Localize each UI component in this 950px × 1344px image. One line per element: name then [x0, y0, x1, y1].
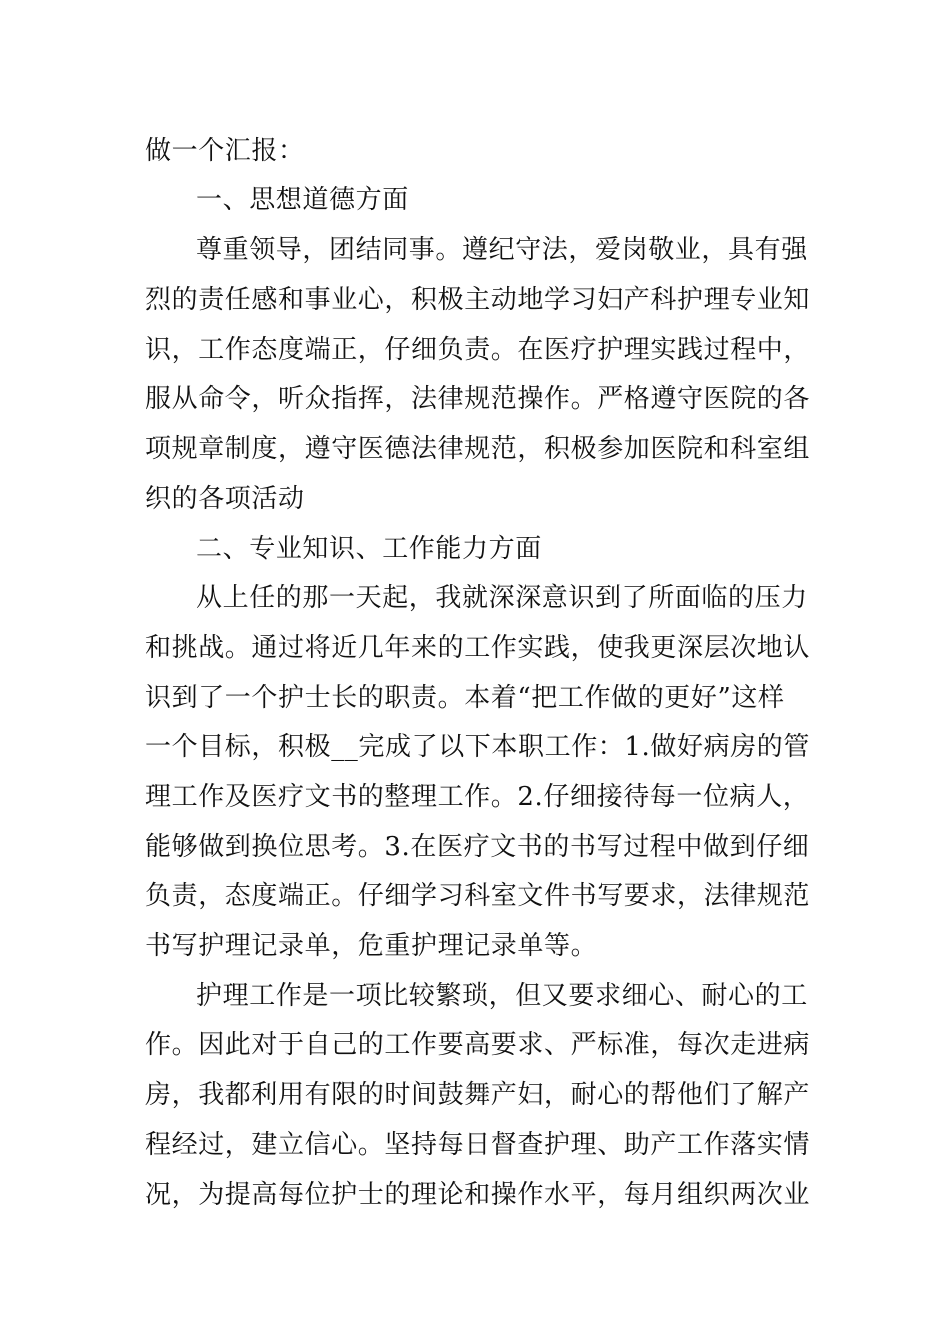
text-line: 识，工作态度端正，仔细负责。在医疗护理实践过程中，	[145, 335, 811, 365]
text-line: 作。因此对于自己的工作要高要求、严标准，每次走进病	[145, 1030, 811, 1060]
text-line: 能够做到换位思考。3.在医疗文书的书写过程中做到仔细	[145, 832, 810, 862]
text-line: 房，我都利用有限的时间鼓舞产妇，耐心的帮他们了解产	[145, 1080, 811, 1110]
text-line: 理工作及医疗文书的整理工作。2.仔细接待每一位病人，	[145, 782, 810, 812]
text-line: 护理工作是一项比较繁琐，但又要求细心、耐心的工	[196, 981, 808, 1011]
text-line: 尊重领导，团结同事。遵纪守法，爱岗敬业，具有强	[196, 235, 808, 265]
text-line: 项规章制度，遵守医德法律规范，积极参加医院和科室组	[145, 434, 811, 464]
section-heading: 一、思想道德方面	[196, 185, 409, 215]
text-line: 识到了一个护士长的职责。本着“把工作做的更好”这样	[145, 683, 785, 713]
text-line: 程经过，建立信心。坚持每日督查护理、助产工作落实情	[145, 1130, 811, 1160]
text-line: 织的各项活动	[145, 484, 305, 514]
text-line: 况，为提高每位护士的理论和操作水平，每月组织两次业	[145, 1180, 811, 1210]
text-line: 负责，态度端正。仔细学习科室文件书写要求，法律规范	[145, 881, 811, 911]
text-line: 做一个汇报：	[145, 136, 305, 166]
text-line: 烈的责任感和事业心，积极主动地学习妇产科护理专业知	[145, 285, 811, 315]
text-line: 服从命令，听众指挥，法律规范操作。严格遵守医院的各	[145, 384, 811, 414]
section-heading: 二、专业知识、工作能力方面	[196, 534, 542, 564]
text-line: 书写护理记录单，危重护理记录单等。	[145, 931, 598, 961]
text-line: 从上任的那一天起，我就深深意识到了所面临的压力	[196, 583, 808, 613]
text-line: 一个目标，积极__完成了以下本职工作：1.做好病房的管	[145, 732, 811, 762]
text-line: 和挑战。通过将近几年来的工作实践，使我更深层次地认	[145, 633, 811, 663]
